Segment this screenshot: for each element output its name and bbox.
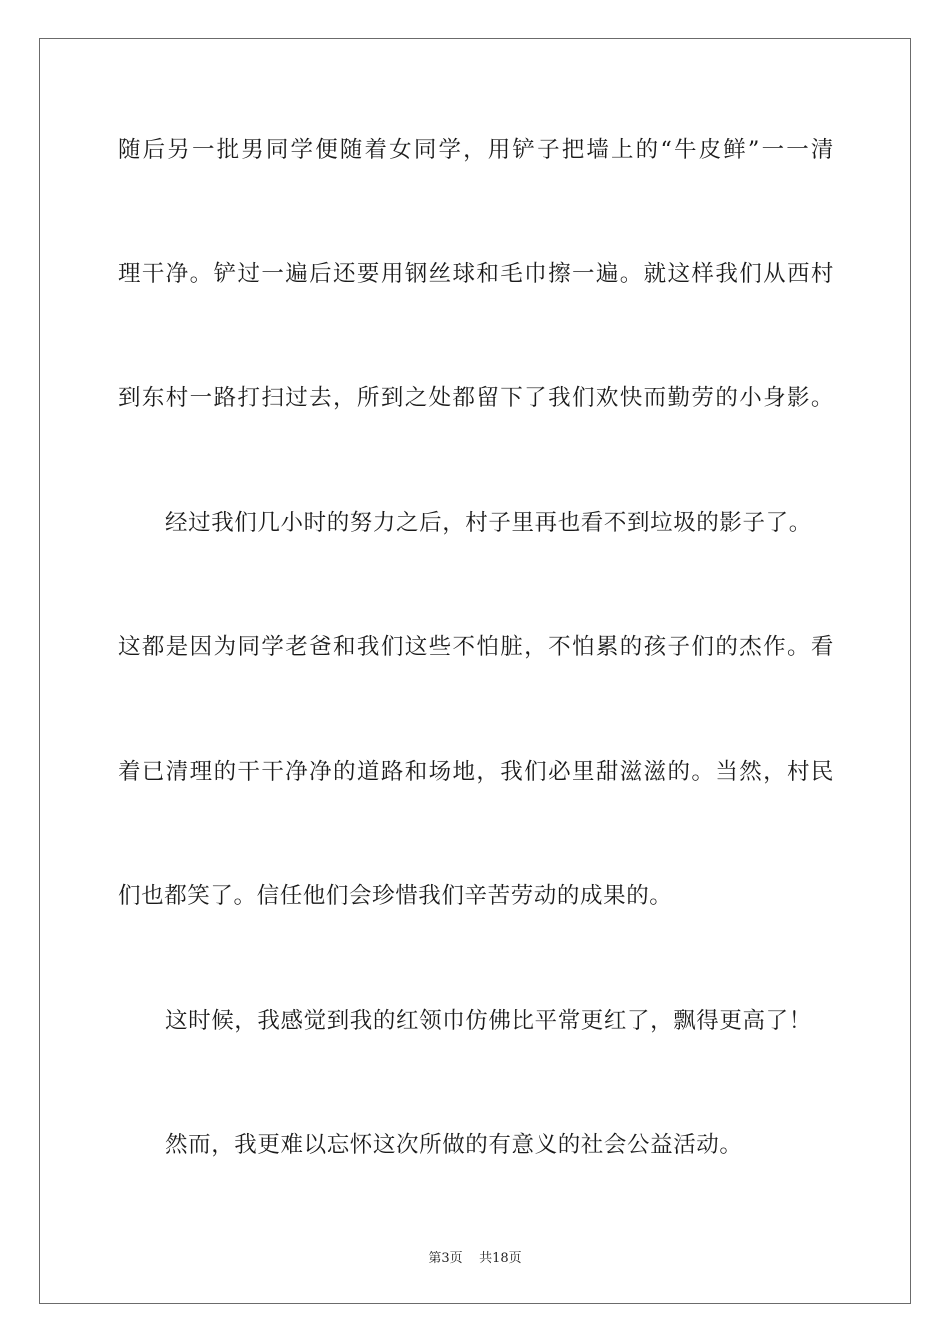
page-total: 共18页 bbox=[479, 1251, 522, 1266]
text-line-6: 着已清理的干干净净的道路和场地，我们必里甜滋滋的。当然，村民 bbox=[118, 759, 834, 785]
page-footer bbox=[0, 1247, 950, 1266]
text-line-8: 这时候，我感觉到我的红领巾仿佛比平常更红了，飘得更高了！ bbox=[165, 1008, 812, 1034]
page-border bbox=[39, 38, 911, 1304]
text-line-2: 理干净。铲过一遍后还要用钢丝球和毛巾擦一遍。就这样我们从西村 bbox=[118, 261, 834, 287]
page-number: 第3页 bbox=[428, 1251, 463, 1266]
text-line-5: 这都是因为同学老爸和我们这些不怕脏，不怕累的孩子们的杰作。看 bbox=[118, 634, 834, 660]
text-line-7: 们也都笑了。信任他们会珍惜我们辛苦劳动的成果的。 bbox=[118, 883, 673, 909]
text-line-1: 随后另一批男同学便随着女同学，用铲子把墙上的“牛皮鲜”一一清 bbox=[118, 137, 834, 163]
text-line-3: 到东村一路打扫过去，所到之处都留下了我们欢快而勤劳的小身影。 bbox=[118, 385, 834, 411]
text-line-4: 经过我们几小时的努力之后，村子里再也看不到垃圾的影子了。 bbox=[165, 510, 812, 536]
text-line-9: 然而，我更难以忘怀这次所做的有意义的社会公益活动。 bbox=[165, 1132, 743, 1158]
